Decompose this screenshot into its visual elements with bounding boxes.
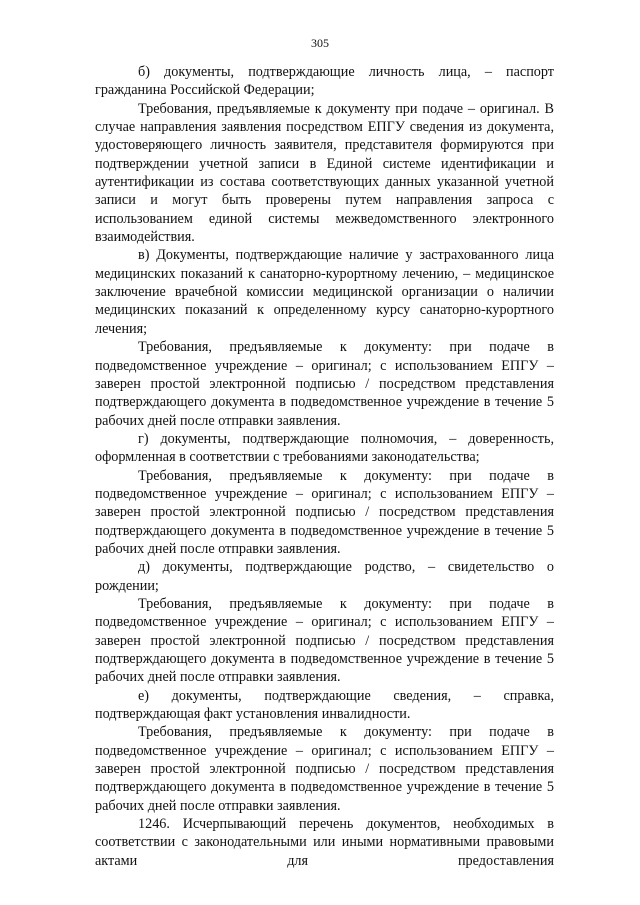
paragraph-item-b-identity: б) документы, подтверждающие личность лица, – паспорт гражданина Российской Федерации; [95, 64, 554, 99]
paragraph-item-d-kinship: д) документы, подтверждающие родство, – свидетельство о рождении; [95, 559, 554, 594]
paragraph-section-1246: 1246. Исчерпывающий перечень документов, необходимых в соответствии с законодательными или иными нормативными правовыми актами для предоставления [95, 816, 554, 869]
paragraph-item-v-medical: в) Документы, подтверждающие наличие у застрахованного лица медицинских показаний к санаторно-курортному лечению, – медицинское заключение врачебной комиссии медицинской организации о наличии медицинских показаний к определенному курсу санаторно-курортного лечения; [95, 247, 554, 337]
paragraph-requirements-authority: Требования, предъявляемые к документу: при подаче в подведомственное учреждение – оригинал; с использованием ЕПГУ – заверен простой электронной подписью / посредством представления подтверждающего документа в подведомственное учреждение в течение 5 рабочих дней после отправки заявления. [95, 467, 554, 557]
paragraph-requirements-disability: Требования, предъявляемые к документу: при подаче в подведомственное учреждение – оригинал; с использованием ЕПГУ – заверен простой электронной подписью / посредством представления подтверждающего документа в подведомственное учреждение в течение 5 рабочих дней после отправки заявления. [95, 724, 554, 814]
page-number: 305 [311, 36, 329, 50]
paragraph-item-e-disability: е) документы, подтверждающие сведения, – справка, подтверждающая факт установления инвалидности. [95, 687, 554, 723]
paragraph-requirements-identity: Требования, предъявляемые к документу при подаче – оригинал. В случае направления заявления посредством ЕПГУ сведения из документа, удостоверяющего личность заявителя, представителя формируются при подтверждении учетной записи в Единой системе идентификации и аутентификации из состава соответствующих данных указанной учетной записи и могут быть проверены путем направления запроса с использованием единой системы межведомственного электронного взаимодействия. [95, 100, 554, 246]
document-body [95, 63, 554, 870]
paragraph-item-g-authority: г) документы, подтверждающие полномочия, – доверенность, оформленная в соответствии с требованиями законодательства; [95, 430, 554, 466]
paragraph-requirements-medical: Требования, предъявляемые к документу: при подаче в подведомственное учреждение – оригинал; с использованием ЕПГУ – заверен простой электронной подписью / посредством представления подтверждающего документа в подведомственное учреждение в течение 5 рабочих дней после отправки заявления. [95, 339, 554, 429]
paragraph-requirements-kinship: Требования, предъявляемые к документу: при подаче в подведомственное учреждение – оригинал; с использованием ЕПГУ – заверен простой электронной подписью / посредством представления подтверждающего документа в подведомственное учреждение в течение 5 рабочих дней после отправки заявления. [95, 595, 554, 686]
